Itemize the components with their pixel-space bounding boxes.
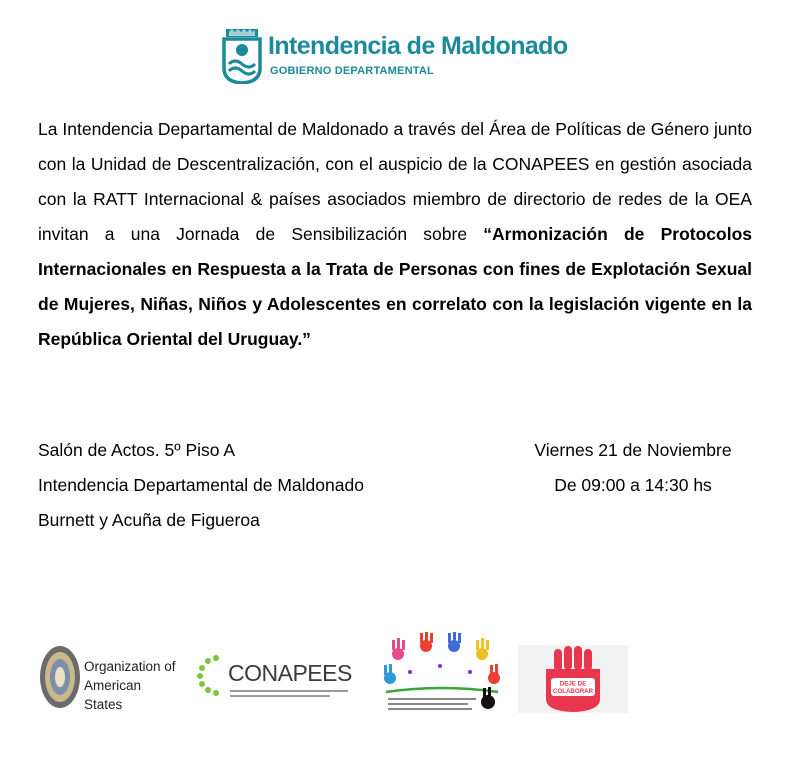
event-title: “Armonización de Protocolos Internacionales en Respuesta a la Trata de Personas con fines de Explotación Sexual de Mujeres, Niñas, Niños y Adolescentes en correlato con la legislación vigente en la República Oriental del Uruguay.” xyxy=(38,224,753,349)
svg-text:DEJE DE: DEJE DE xyxy=(559,680,587,688)
maldonado-emblem-icon xyxy=(222,28,262,84)
hands-logo-icon xyxy=(380,632,504,714)
ratt-logo xyxy=(380,632,504,714)
oas-logo xyxy=(38,643,178,711)
intro-text: La Intendencia Departamental de Maldonado a través del Área de Políticas de Género junto con la Unidad de Descentralización, con el auspicio de la CONAPEES en gestión asociada con la RATT Internacional & países asociados miembro de directorio de redes de la OEA invitan a una Jornada de Sensibilización sobre xyxy=(38,119,752,244)
event-date: Viernes 21 de Noviembre xyxy=(534,440,732,460)
venue-building: Intendencia Departamental de Maldonado xyxy=(38,475,364,495)
logo-title: Intendencia de Maldonado xyxy=(268,32,568,60)
oas-line1: Organization of xyxy=(84,659,176,674)
oas-seal-icon xyxy=(38,643,82,711)
conapees-name: CONAPEES xyxy=(228,660,352,686)
event-details xyxy=(38,433,752,538)
oas-name xyxy=(84,657,178,714)
venue-address: Burnett y Acuña de Figueroa xyxy=(38,510,260,530)
stop-hand-logo-icon xyxy=(518,645,628,713)
conapees-logo xyxy=(196,652,350,698)
intro-paragraph xyxy=(38,112,752,357)
deje-de-colaborar-logo xyxy=(518,645,628,713)
event-time: De 09:00 a 14:30 hs xyxy=(554,475,712,495)
logo-subtitle: GOBIERNO DEPARTAMENTAL xyxy=(270,65,434,77)
svg-text:COLABORAR: COLABORAR xyxy=(552,688,594,695)
conapees-tagline-lines xyxy=(230,690,350,698)
header-logo xyxy=(222,28,568,84)
oas-line2: American States xyxy=(84,678,142,712)
venue-room: Salón de Actos. 5º Piso A xyxy=(38,440,236,460)
conapees-dots-icon xyxy=(196,652,230,696)
